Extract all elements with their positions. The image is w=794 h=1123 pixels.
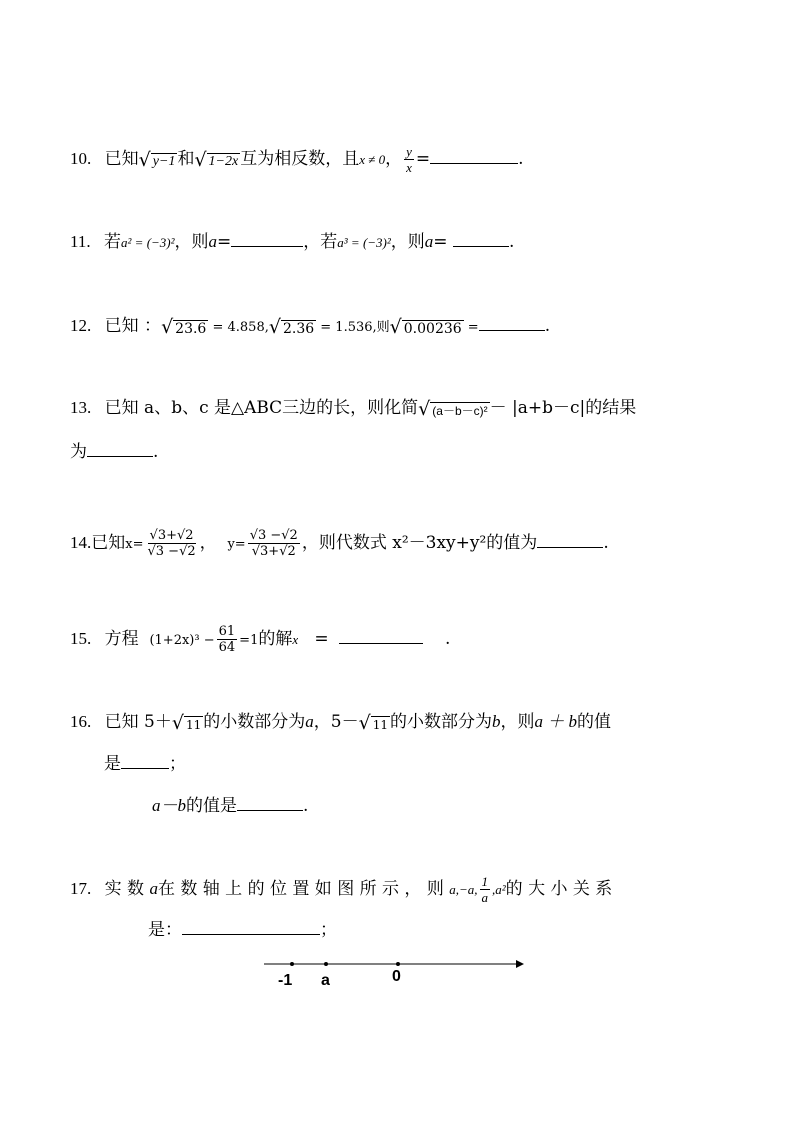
- number-line: [262, 952, 532, 997]
- text: .: [603, 533, 609, 553]
- text: .: [153, 442, 159, 462]
- text: =: [217, 232, 232, 252]
- question-15: [70, 624, 450, 655]
- question-11: [70, 230, 514, 255]
- text: ，: [199, 533, 217, 553]
- text: 为: [70, 442, 87, 462]
- text: ，: [385, 149, 403, 169]
- text: 的值是: [186, 796, 237, 816]
- variable: a: [208, 232, 218, 251]
- text: 方程: [104, 629, 139, 649]
- expression: a－b: [152, 796, 186, 815]
- question-number: 17.: [70, 879, 92, 898]
- question-number: 11.: [70, 232, 91, 251]
- question-16-line-3: [152, 794, 308, 818]
- variable: a: [424, 232, 434, 251]
- text: 实 数: [104, 879, 145, 899]
- radical: √ 11: [171, 711, 202, 734]
- expression: a,−a,: [449, 882, 478, 897]
- fraction: $\frac{√3 -√2}{√3+√2}$: [249, 528, 298, 559]
- variable: a: [305, 712, 314, 731]
- question-number: 13.: [70, 398, 92, 417]
- text: 的解: [258, 629, 293, 649]
- question-number: 10.: [70, 149, 92, 168]
- text: .: [518, 149, 524, 169]
- text: 的小数部分为: [203, 712, 306, 732]
- variable: x: [292, 632, 299, 647]
- answer-blank[interactable]: [339, 627, 423, 644]
- question-number: 15.: [70, 629, 92, 648]
- equation: y=: [227, 537, 246, 552]
- text: 和: [177, 149, 195, 169]
- text: ，5－: [313, 712, 359, 732]
- answer-blank[interactable]: [182, 918, 320, 935]
- fraction: $\frac{y}{x}$: [406, 144, 412, 175]
- equation: (1+2x)³ −: [149, 633, 215, 648]
- question-13-line-2: [70, 440, 158, 464]
- answer-blank[interactable]: [87, 440, 153, 457]
- equation: = 1.536,则: [316, 320, 390, 335]
- axis-label-a: a: [321, 972, 330, 989]
- answer-blank[interactable]: [237, 794, 303, 811]
- text: 的 大 小 关 系: [505, 879, 613, 899]
- question-16-line-2: [104, 752, 186, 776]
- equation: = 4.858,: [208, 320, 269, 335]
- text: 是：: [148, 920, 182, 940]
- variable: b: [492, 712, 501, 731]
- answer-blank[interactable]: [121, 752, 169, 769]
- equation: =: [463, 320, 479, 335]
- radical: √ y−1: [138, 148, 176, 171]
- text: 已知: [104, 149, 139, 169]
- fraction: $\frac{√3+√2}{√3 -√2}$: [147, 528, 196, 559]
- text: =: [415, 149, 431, 169]
- text: ，则: [500, 712, 535, 732]
- radical: √ (a－b－c)²: [418, 397, 488, 420]
- axis-label-zero: 0: [392, 968, 401, 985]
- text: .: [445, 629, 451, 649]
- text: ，则: [174, 232, 209, 252]
- text: ，则: [390, 232, 425, 252]
- text: ；: [320, 920, 337, 940]
- question-number: 12.: [70, 316, 92, 335]
- text: =: [314, 629, 329, 649]
- question-17: [70, 874, 612, 905]
- text: 若: [104, 232, 122, 252]
- text: .: [303, 796, 309, 816]
- text: 已知: [91, 533, 126, 553]
- equation: =1: [239, 633, 259, 648]
- question-10: [70, 144, 524, 175]
- text: .: [544, 316, 551, 336]
- axis-label-minus-one: -1: [278, 972, 293, 989]
- answer-blank[interactable]: [537, 531, 603, 548]
- text: 在 数 轴 上 的 位 置 如 图 所 示 ， 则: [157, 879, 444, 899]
- text: 已知 a、b、c 是△ABC三边的长，则化简: [104, 398, 419, 418]
- question-number: 14.: [70, 533, 92, 552]
- fraction: $\frac{1}{a}$: [481, 874, 489, 905]
- question-13: [70, 396, 636, 420]
- answer-blank[interactable]: [453, 230, 509, 247]
- radical: √ 2.36: [268, 315, 315, 338]
- expression: ,a²: [492, 882, 506, 897]
- question-16: [70, 710, 611, 734]
- condition: x ≠ 0: [359, 152, 386, 167]
- answer-blank[interactable]: [231, 230, 303, 247]
- text: .: [508, 232, 515, 252]
- text: 的值: [577, 712, 611, 732]
- radical: √ 1−2x: [194, 148, 239, 171]
- text: ，则代数式 x²－3xy+y²的值为: [301, 533, 538, 553]
- question-14: [70, 528, 609, 559]
- radical: √ 23.6: [161, 315, 207, 338]
- variable: a: [149, 879, 158, 898]
- text: － |a+b－c|的结果: [489, 398, 637, 418]
- question-number: 16.: [70, 712, 92, 731]
- radical: √ 11: [358, 711, 388, 734]
- text: 互为相反数，且: [240, 149, 360, 169]
- text: 是: [104, 754, 121, 774]
- text: 已知 ：: [104, 316, 162, 336]
- text: ；: [169, 754, 186, 774]
- text: 已知 5＋: [104, 712, 172, 732]
- answer-blank[interactable]: [479, 314, 545, 331]
- text: 的小数部分为: [390, 712, 492, 732]
- text: ，若: [303, 232, 338, 252]
- answer-blank[interactable]: [430, 147, 518, 164]
- fraction: $\frac{61}{64}$: [218, 624, 236, 655]
- question-17-line-2: [148, 918, 337, 942]
- text: =: [433, 232, 448, 252]
- equation: a² = (−3)²: [121, 235, 175, 250]
- question-12: [70, 314, 550, 340]
- radical: √ 0.00236: [389, 315, 462, 338]
- expression: a ＋ b: [534, 712, 577, 731]
- equation: x=: [125, 537, 144, 552]
- equation: a³ = (−3)²: [337, 235, 391, 250]
